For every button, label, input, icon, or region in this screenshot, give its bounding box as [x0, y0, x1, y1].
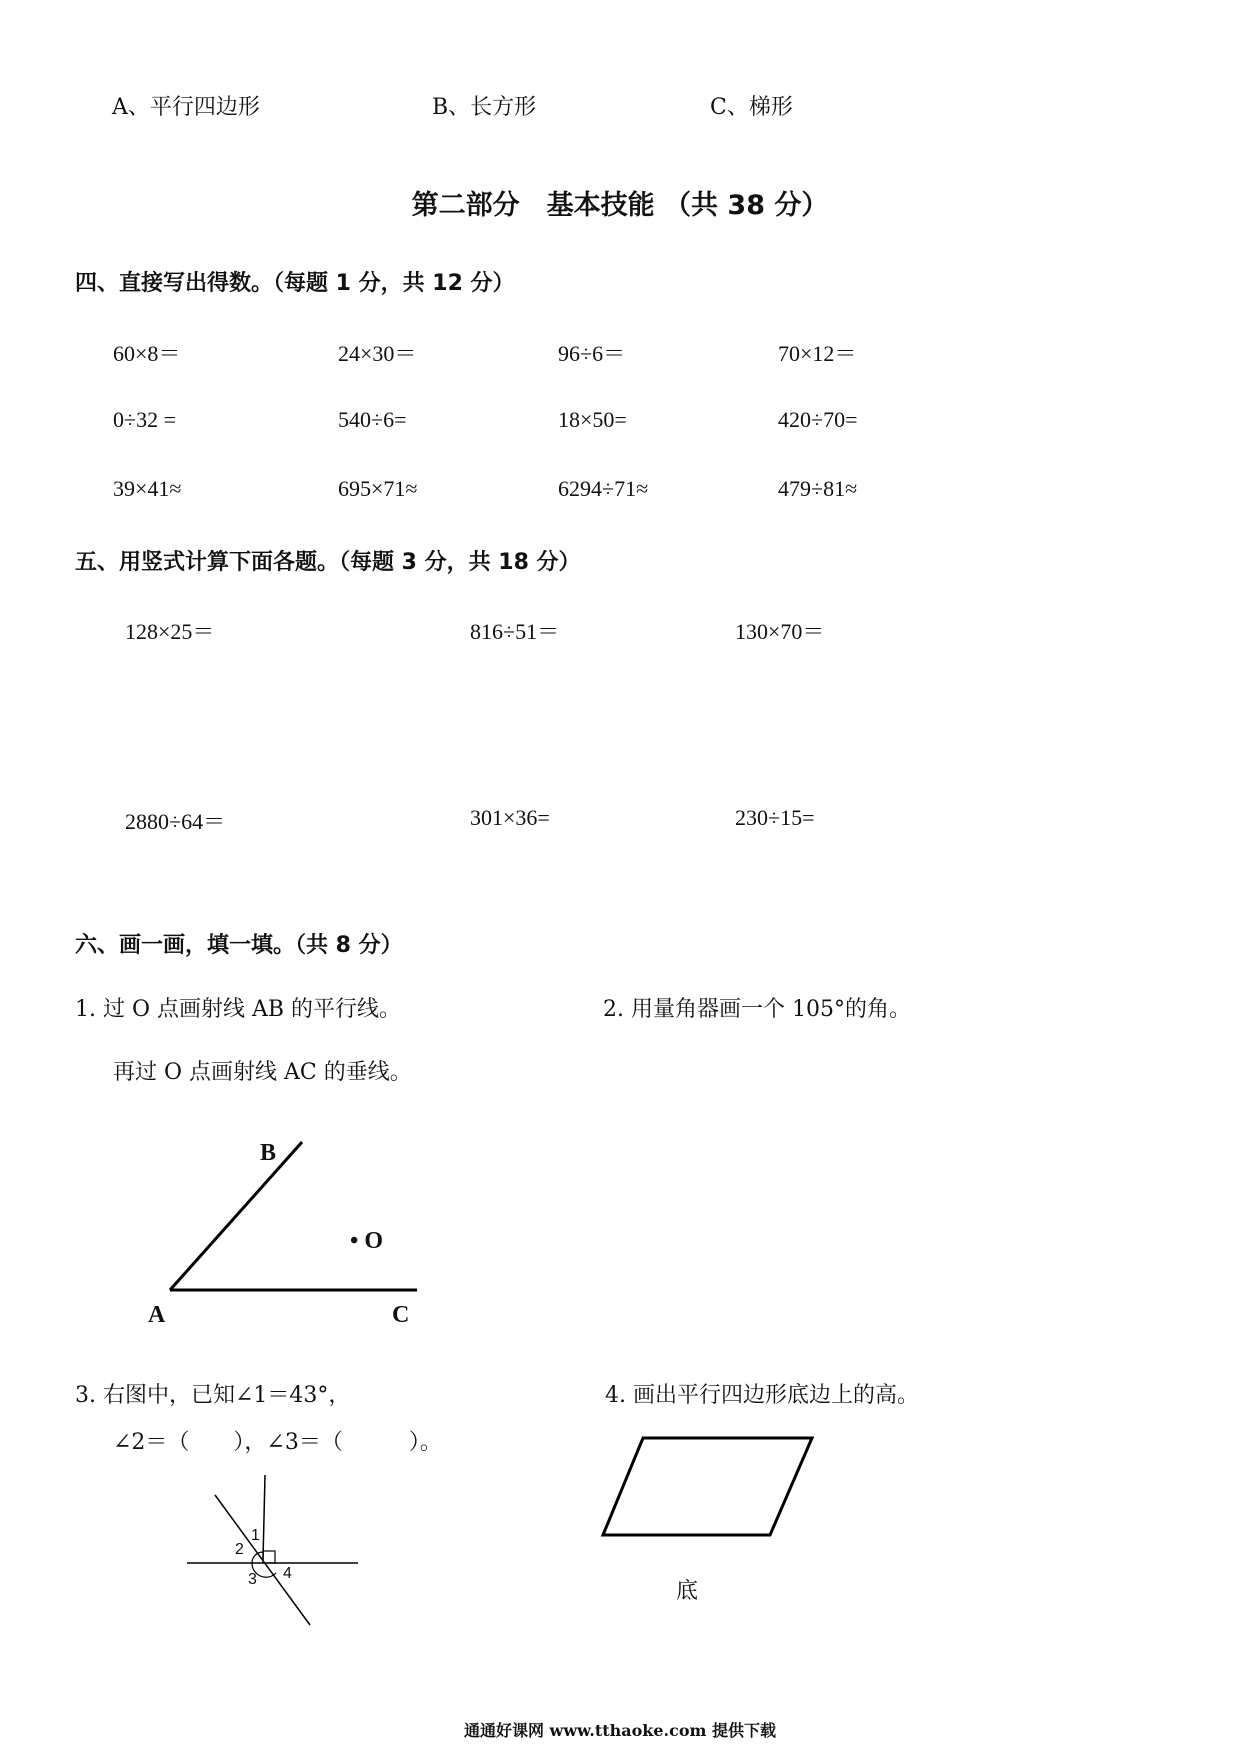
label-b: B — [260, 1140, 277, 1166]
label-a: A — [148, 1302, 166, 1328]
option-c: C、梯形 — [710, 95, 793, 120]
q5-item: 301×36= — [470, 805, 550, 830]
q4-item: 540÷6= — [338, 407, 407, 432]
q4-item: 39×41≈ — [113, 476, 182, 501]
ray-ab — [170, 1142, 302, 1290]
q5-item: 816÷51＝ — [470, 619, 560, 644]
q6-problem-2: 2. 用量角器画一个 105°的角。 — [603, 997, 911, 1022]
angle-label-4: 4 — [283, 1565, 292, 1582]
footer: 通通好课网 www.tthaoke.com 提供下载 — [463, 1721, 777, 1740]
angle-label-3: 3 — [248, 1571, 257, 1588]
q6-problem-1-line2: 再过 O 点画射线 AC 的垂线。 — [113, 1060, 412, 1085]
q5-item: 230÷15= — [735, 805, 815, 830]
base-label: 底 — [676, 1579, 699, 1604]
q4-item: 420÷70= — [778, 407, 858, 432]
q4-item: 6294÷71≈ — [558, 476, 649, 501]
vertical-line — [263, 1475, 265, 1560]
q5-heading: 五、用竖式计算下面各题。（每题 3 分，共 18 分） — [75, 550, 581, 575]
q6-problem-3-line2: ∠2＝（ ），∠3＝（ ）。 — [113, 1430, 442, 1455]
q6-problem-3-line1: 3. 右图中，已知∠1＝43°， — [75, 1383, 351, 1408]
q4-item: 24×30＝ — [338, 341, 417, 366]
angle-label-1: 1 — [251, 1527, 260, 1544]
option-a: A、平行四边形 — [112, 95, 260, 120]
q6-problem-1-line1: 1. 过 O 点画射线 AB 的平行线。 — [75, 997, 402, 1022]
q4-item: 695×71≈ — [338, 476, 418, 501]
q6-heading: 六、画一画，填一填。（共 8 分） — [75, 933, 403, 958]
q5-item: 2880÷64＝ — [125, 809, 226, 834]
parallelogram — [603, 1438, 812, 1535]
label-o: • O — [350, 1228, 384, 1254]
q5-item: 130×70＝ — [735, 619, 825, 644]
q4-item: 0÷32 = — [113, 407, 176, 432]
q4-item: 60×8＝ — [113, 341, 181, 366]
angle-label-2: 2 — [235, 1541, 244, 1558]
q4-heading: 四、直接写出得数。（每题 1 分，共 12 分） — [75, 271, 515, 296]
right-angle-mark — [263, 1551, 275, 1563]
option-b: B、长方形 — [432, 95, 537, 120]
q4-item: 479÷81≈ — [778, 476, 858, 501]
part-title: 第二部分 基本技能 （共 38 分） — [411, 190, 829, 221]
q5-item: 128×25＝ — [125, 619, 215, 644]
label-c: C — [392, 1302, 410, 1328]
q4-item: 18×50= — [558, 407, 627, 432]
q6-problem-4: 4. 画出平行四边形底边上的高。 — [605, 1383, 919, 1408]
q4-item: 96÷6＝ — [558, 341, 626, 366]
q4-item: 70×12＝ — [778, 341, 857, 366]
